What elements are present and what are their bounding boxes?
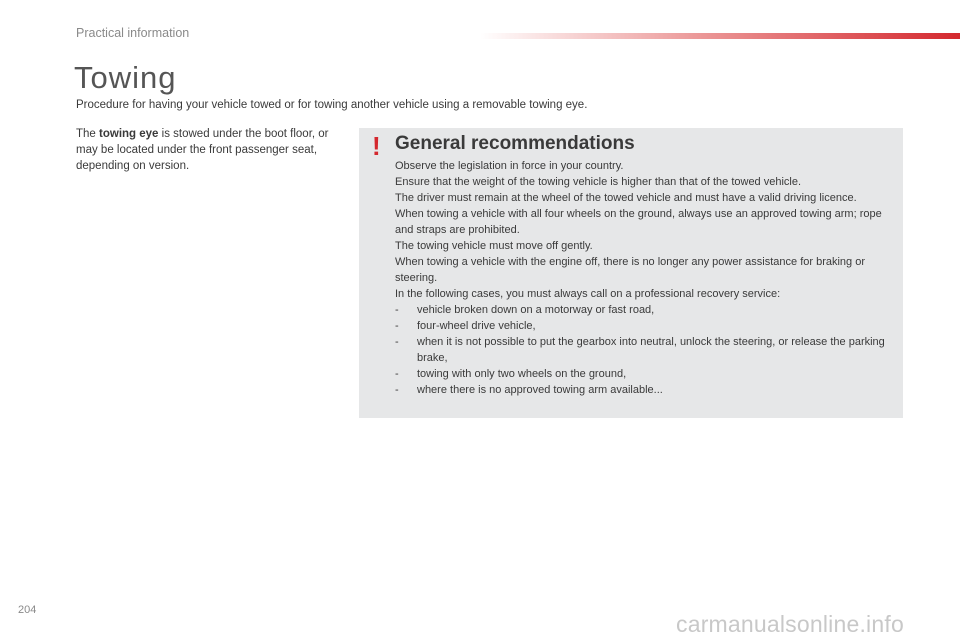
list-dash: -	[395, 320, 399, 332]
towing-eye-note	[76, 126, 344, 174]
list-dash: -	[395, 368, 399, 380]
towing-eye-term: towing eye	[99, 128, 159, 140]
watermark: carmanualsonline.info	[676, 611, 904, 637]
recommendation-paragraph: When towing a vehicle with the engine off, there is no longer any power assistance for braking or steering.	[395, 256, 866, 284]
recommendation-paragraph: Observe the legislation in force in your country.	[395, 160, 624, 172]
list-item-text: four-wheel drive vehicle,	[417, 320, 536, 332]
list-dash: -	[395, 304, 399, 316]
list-item-text: vehicle broken down on a motorway or fast road,	[417, 304, 655, 316]
recommendations-title: General recommendations	[395, 133, 635, 154]
page-title: Towing	[74, 60, 177, 95]
list-dash: -	[395, 336, 399, 348]
recovery-case-list	[395, 302, 890, 398]
intro-text: Procedure for having your vehicle towed or for towing another vehicle using a removable towing eye.	[76, 99, 588, 111]
recommendations-body	[395, 158, 890, 398]
recommendation-paragraph: When towing a vehicle with all four wheels on the ground, always use an approved towing arm; rope and straps are prohibited.	[395, 208, 882, 236]
towing-eye-rest: is stowed under the boot floor, or may be located under the front passenger seat, depending on version.	[76, 128, 329, 172]
section-header: Practical information	[76, 26, 190, 40]
recommendation-paragraph: In the following cases, you must always call on a professional recovery service:	[395, 288, 781, 300]
list-dash: -	[395, 384, 399, 396]
exclamation-icon: !	[372, 131, 381, 161]
recommendation-paragraph: The towing vehicle must move off gently.	[395, 240, 593, 252]
towing-eye-prefix: The	[76, 128, 100, 140]
list-item	[395, 366, 890, 382]
list-item	[395, 318, 890, 334]
list-item	[395, 302, 890, 318]
list-item	[395, 334, 890, 366]
list-item-text: towing with only two wheels on the ground,	[417, 368, 627, 380]
list-item-text: when it is not possible to put the gearbox into neutral, unlock the steering, or release the parking brake,	[417, 336, 885, 364]
page-number: 204	[18, 604, 37, 616]
recommendation-paragraph: The driver must remain at the wheel of the towed vehicle and must have a valid driving licence.	[395, 192, 857, 204]
recommendation-paragraph: Ensure that the weight of the towing vehicle is higher than that of the towed vehicle.	[395, 176, 802, 188]
header-rule	[480, 33, 960, 39]
list-item	[395, 382, 890, 398]
list-item-text: where there is no approved towing arm available...	[417, 384, 663, 396]
